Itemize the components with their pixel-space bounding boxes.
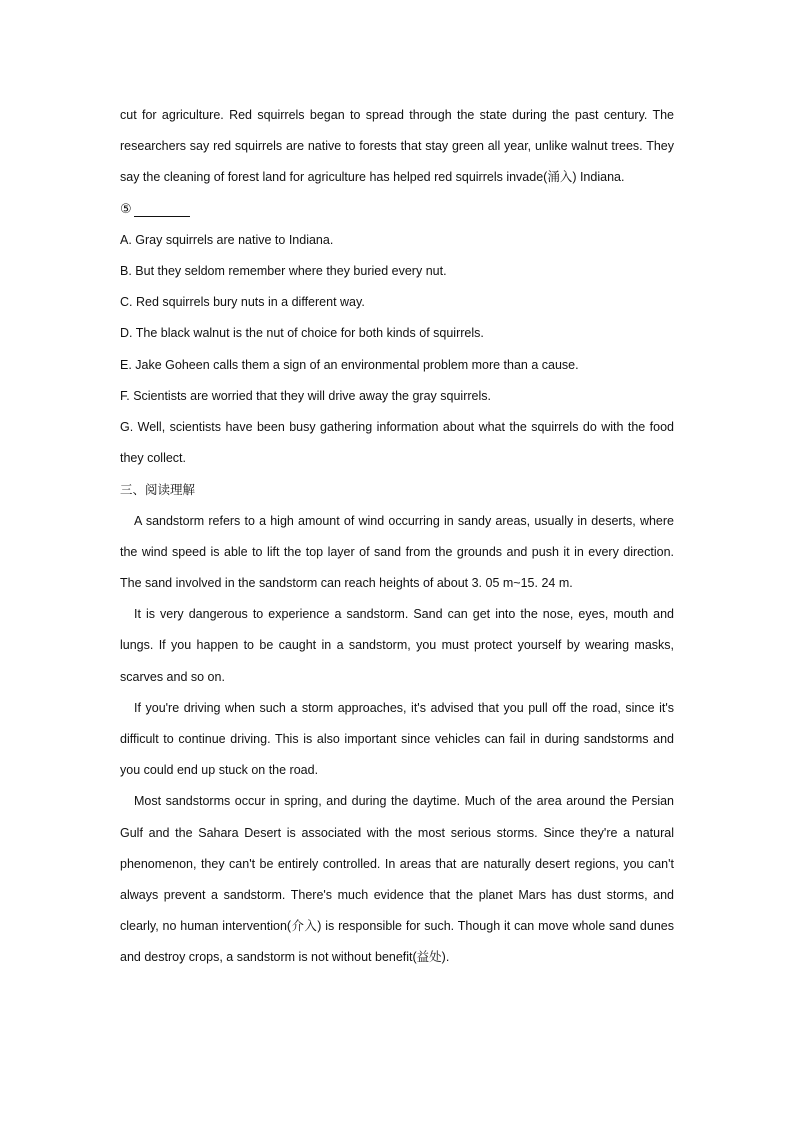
section-title: 三、阅读理解 [120,482,196,498]
option-g: G. Well, scientists have been busy gathering information about what the squirrels do with the food they collect. [120,420,674,466]
option-d: D. The black walnut is the nut of choice for both kinds of squirrels. [120,326,484,341]
blank-number: ⑤ [120,201,132,217]
option-b: B. But they seldom remember where they buried every nut. [120,264,447,279]
option-c: C. Red squirrels bury nuts in a different way. [120,295,365,310]
option-a: A. Gray squirrels are native to Indiana. [120,232,334,247]
passage-paragraph-1: A sandstorm refers to a high amount of wind occurring in sandy areas, usually in deserts, where the wind speed is able to lift the top layer of sand from the grounds and push it in every direction. The sand involved in the sandstorm can reach heights of about 3. 05 m~15. 24 m. [120,513,674,591]
answer-underline[interactable] [134,202,190,217]
option-f: F. Scientists are worried that they will drive away the gray squirrels. [120,388,491,403]
option-e: E. Jake Goheen calls them a sign of an environmental problem more than a cause. [120,357,579,372]
passage-paragraph-3: If you're driving when such a storm approaches, it's advised that you pull off the road, since it's difficult to continue driving. This is also important since vehicles can fail in during sandstorms and you could end up stuck on the road. [120,700,674,778]
passage-continuation: cut for agriculture. Red squirrels began to spread through the state during the past century. The researchers say red squirrels are native to forests that stay green all year, unlike walnut trees. They say the cleaning of forest land for agriculture has helped red squirrels invade(涌入) Indiana. [120,108,674,185]
passage-paragraph-4: Most sandstorms occur in spring, and during the daytime. Much of the area around the Persian Gulf and the Sahara Desert is associated with the most serious storms. Since they're a natural phenomenon, they can't be entirely controlled. In areas that are naturally desert regions, you can't always prevent a sandstorm. There's much evidence that the planet Mars has dust storms, and clearly, no human intervention(介入) is responsible for such. Though it can move whole sand dunes and destroy crops, a sandstorm is not without benefit(益处). [120,794,674,965]
document-page [120,100,674,974]
passage-paragraph-2: It is very dangerous to experience a sandstorm. Sand can get into the nose, eyes, mouth and lungs. If you happen to be caught in a sandstorm, you must protect yourself by wearing masks, scarves and so on. [120,607,674,684]
answer-blank-5 [120,194,674,225]
options-list [120,225,674,475]
reading-passage [120,506,674,974]
